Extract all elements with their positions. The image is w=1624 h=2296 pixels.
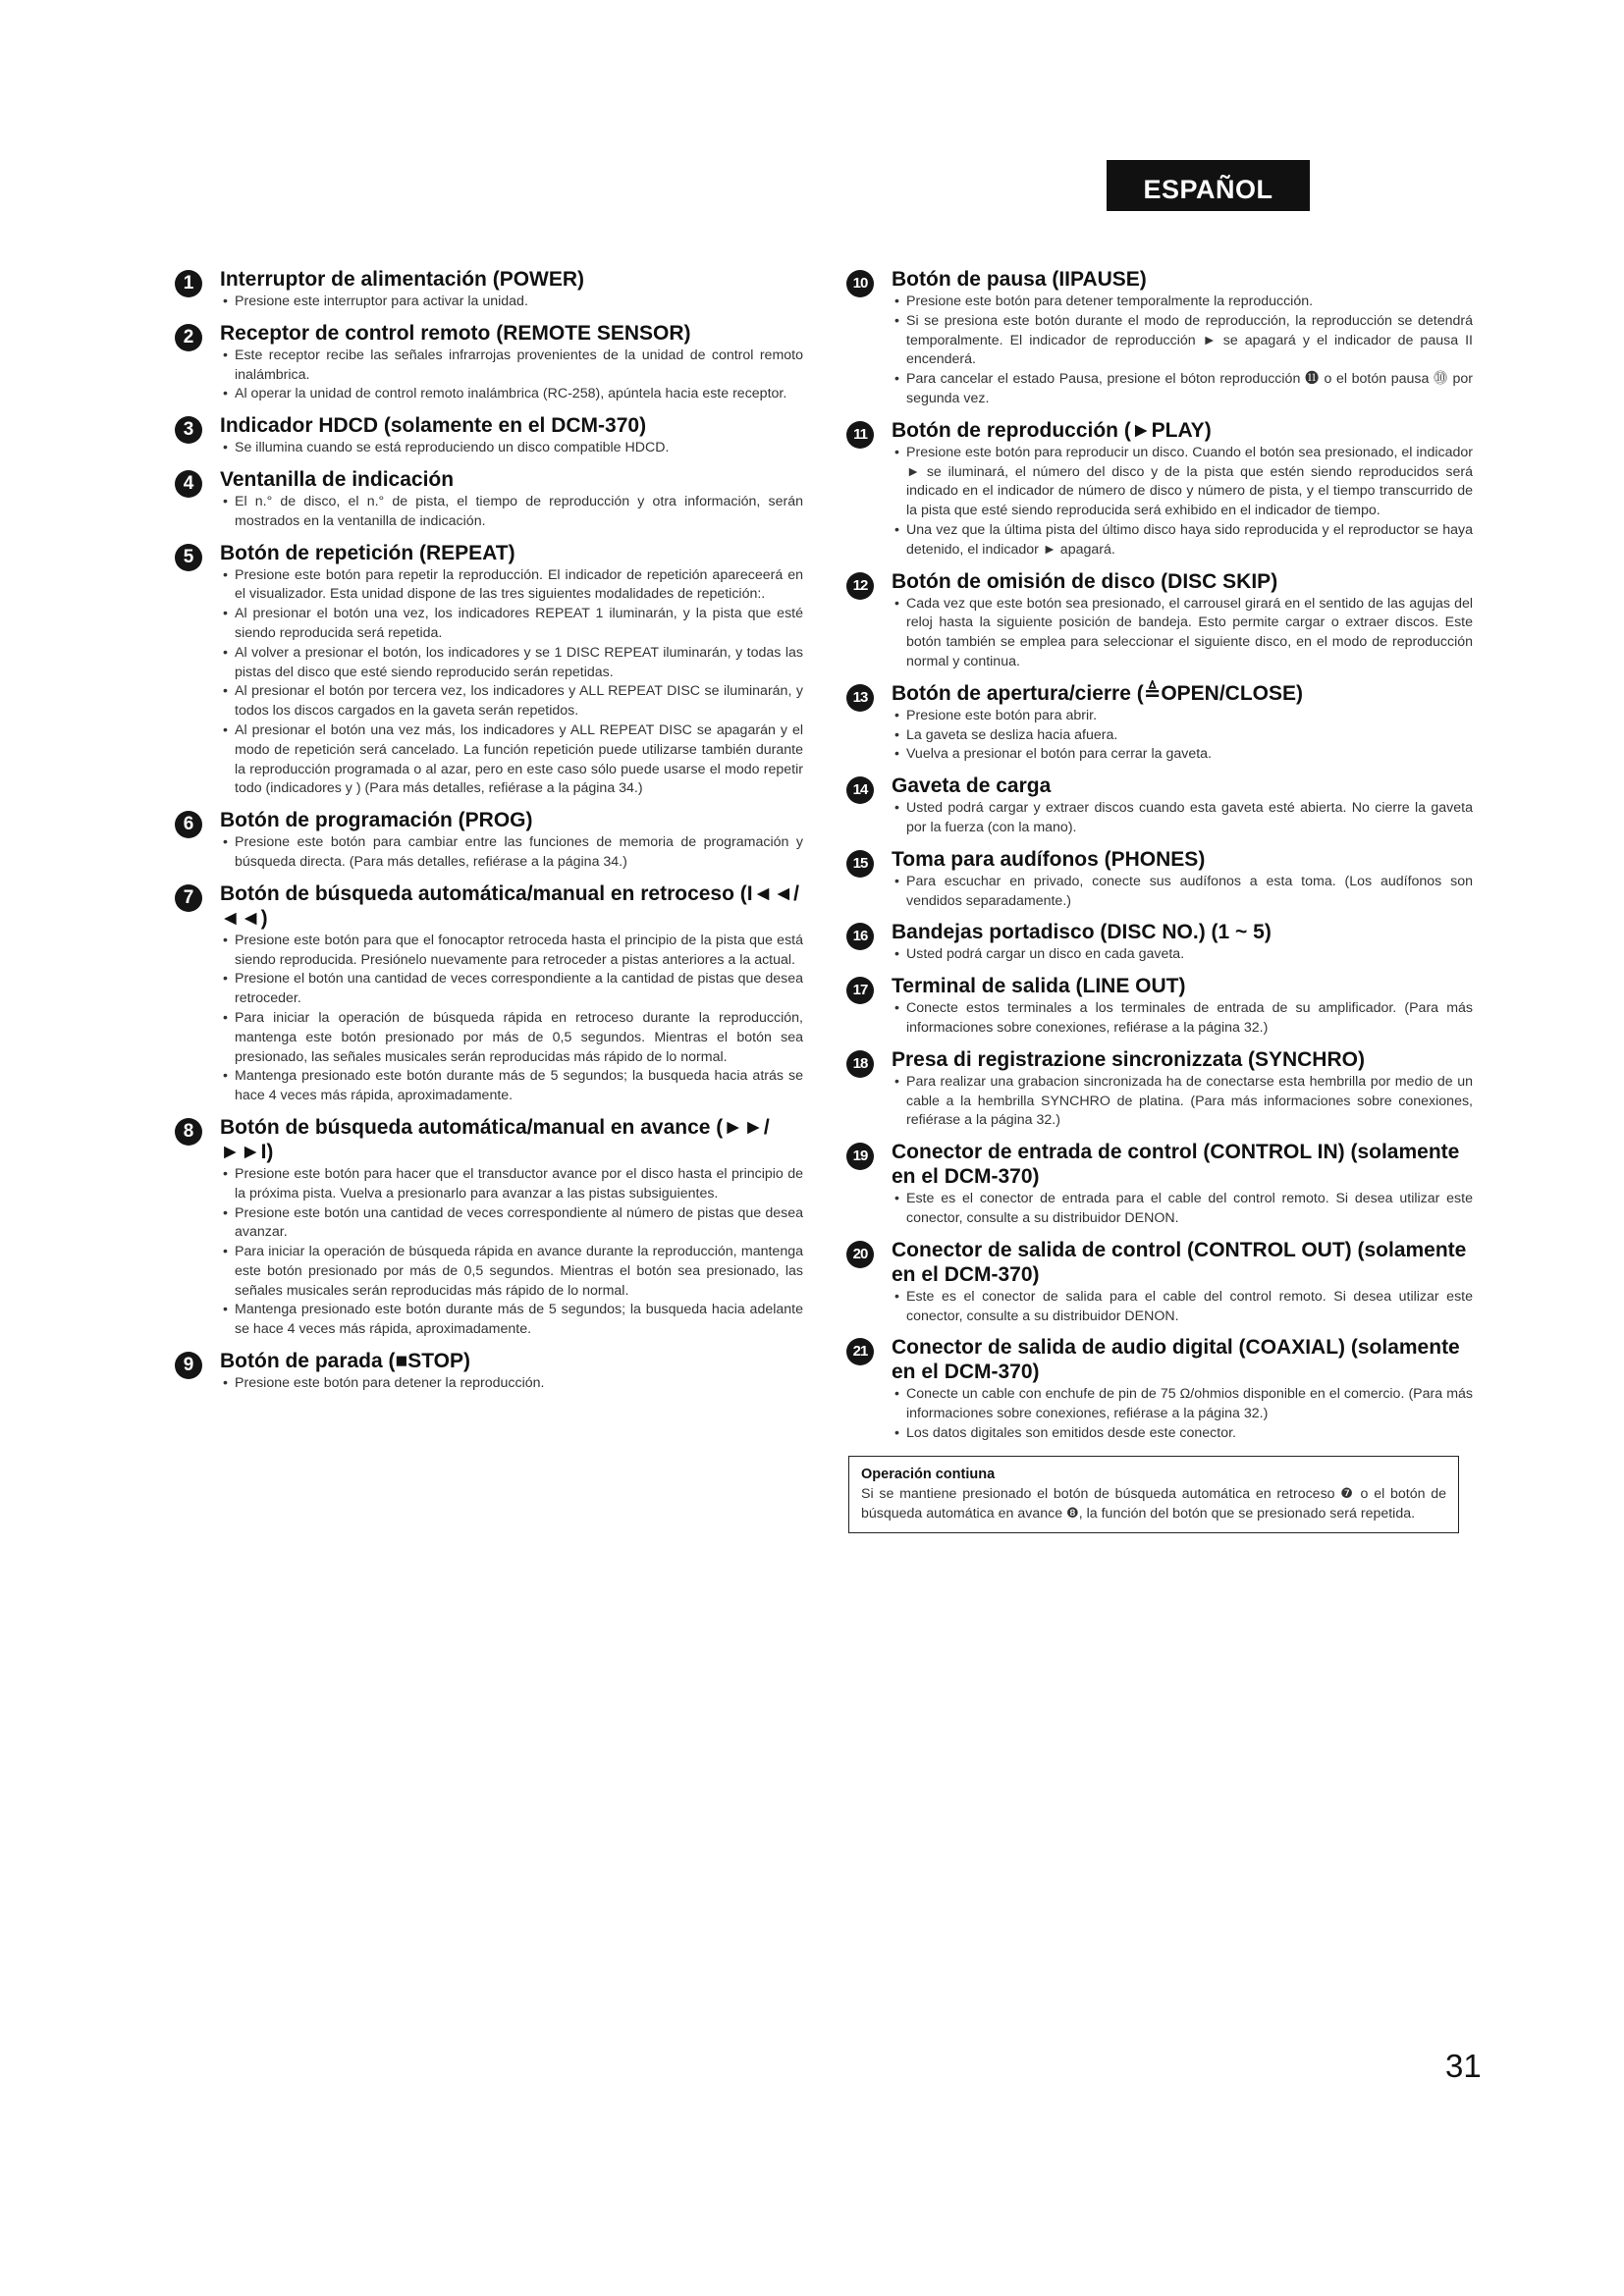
section-number-badge: 18	[846, 1050, 874, 1078]
section-6	[175, 808, 803, 873]
section-4	[175, 467, 803, 532]
section-18	[846, 1047, 1473, 1131]
section-item: • Se illumina cuando se está reproduciendo un disco compatible HDCD.	[220, 439, 803, 458]
section-title: Botón de pausa (IIPAUSE)	[892, 268, 1147, 291]
section-item: • Presione este botón una cantidad de veces correspondiente al número de pistas que desea avanzar.	[220, 1204, 803, 1244]
section-item: • Al presionar el botón una vez más, los indicadores y ALL REPEAT DISC se apagarán y el modo de repetición será cancelado. La función repetición puede utilizarse también durante la reproducción programada o al azar, pero en este caso sólo puede usarse el modo repetir todo (indicadores y ) (Para más detalles, refiérase a la página 34.)	[220, 721, 803, 799]
section-8	[175, 1115, 803, 1340]
section-number-badge: 7	[175, 884, 202, 912]
section-number-badge: 10	[846, 270, 874, 297]
section-title: Ventanilla de indicación	[220, 467, 455, 491]
section-item: • Al operar la unidad de control remoto inalámbrica (RC-258), apúntela hacia este receptor.	[220, 385, 803, 404]
note-box	[848, 1456, 1459, 1533]
section-item: • El n.° de disco, el n.° de pista, el tiempo de reproducción y otra información, serán mostrados en la ventanilla de indicación.	[220, 493, 803, 532]
section-14	[846, 774, 1473, 838]
section-item: • Este es el conector de salida para el cable del control remoto. Si desea utilizar este conector, consulte a su distribuidor DENON.	[892, 1288, 1473, 1327]
section-item: • Para iniciar la operación de búsqueda rápida en retroceso durante la reproducción, mantenga este botón presionado por más de 0,5 segundos. Mientras el botón sea presionado, las señales musicales serán reproducidas más rápido de lo normal.	[220, 1009, 803, 1067]
section-title: Botón de apertura/cierre (≜OPEN/CLOSE)	[892, 681, 1304, 705]
section-17	[846, 974, 1473, 1039]
right-sections	[846, 267, 1473, 1444]
section-title: Receptor de control remoto (REMOTE SENSOR)	[220, 321, 691, 345]
section-15	[846, 847, 1473, 912]
section-title: Botón de reproducción (►PLAY)	[892, 418, 1212, 442]
section-item: • Al presionar el botón una vez, los indicadores REPEAT 1 iluminarán, y la pista que esté siendo reproducida será repetida.	[220, 605, 803, 644]
section-number-badge: 12	[846, 572, 874, 600]
section-item: • Presione este botón para abrir.	[892, 707, 1473, 726]
section-number-badge: 16	[846, 923, 874, 950]
language-tab: ESPAÑOL	[1107, 160, 1310, 211]
section-items	[220, 493, 803, 532]
section-title: Presa di registrazione sincronizzata (SYNCHRO)	[892, 1047, 1365, 1071]
section-item: • Usted podrá cargar y extraer discos cuando esta gaveta esté abierta. No cierre la gaveta por la fuerza (con la mano).	[892, 799, 1473, 838]
section-item: • Presione este botón para hacer que el transductor avance por el disco hasta el principio de la próxima pista. Vuelva a presionarlo para avanzar a las pistas subsiguientes.	[220, 1165, 803, 1204]
section-number-badge: 13	[846, 684, 874, 712]
section-number-badge: 1	[175, 270, 202, 297]
section-title: Botón de repetición (REPEAT)	[220, 541, 515, 564]
section-title: Indicador HDCD (solamente en el DCM-370)	[220, 414, 647, 438]
section-item: • Presione este botón para reproducir un disco. Cuando el botón sea presionado, el indicador ► se iluminará, el número del disco y de la pista que estén siendo reproducidos será indicado en el indicador de número de disco y número de pista, y el tiempo transcurrido de la pista que esté siendo reproducida será exhibido en el indicador de tiempo.	[892, 444, 1473, 521]
section-number-badge: 15	[846, 850, 874, 878]
section-items	[892, 873, 1473, 912]
right-column	[846, 267, 1473, 1533]
section-2	[175, 321, 803, 404]
section-title: Conector de entrada de control (CONTROL IN) (solamente en el DCM-370)	[892, 1141, 1460, 1189]
section-item: • Presione este botón para detener temporalmente la reproducción.	[892, 293, 1473, 312]
section-items	[220, 566, 803, 800]
section-title: Interruptor de alimentación (POWER)	[220, 268, 585, 291]
section-item: • Para cancelar el estado Pausa, presione el bóton reproducción ⓫ o el botón pausa ⓾ por segunda vez.	[892, 370, 1473, 409]
section-19	[846, 1140, 1473, 1229]
section-16	[846, 920, 1473, 965]
section-items	[220, 439, 803, 458]
section-item: • Al volver a presionar el botón, los indicadores y se 1 DISC REPEAT iluminarán, y todas las pistas del disco que esté siendo reproducido serán repetidas.	[220, 644, 803, 683]
section-item: • Al presionar el botón por tercera vez, los indicadores y ALL REPEAT DISC se iluminarán, y todos los discos cargados en la gaveta serán repetidos.	[220, 682, 803, 721]
section-20	[846, 1238, 1473, 1327]
section-item: • Presione este botón para repetir la reproducción. El indicador de repetición apareceerá en el visualizador. Esta unidad dispone de las tres siguientes modalidades de repetición:.	[220, 566, 803, 606]
section-11	[846, 418, 1473, 561]
section-item: • Para iniciar la operación de búsqueda rápida en avance durante la reproducción, mantenga este botón presionado por más de 0,5 segundos. Mientras el botón sea presionado, las señales musicales serán reproducidas más rápido de lo normal.	[220, 1243, 803, 1301]
section-title: Gaveta de carga	[892, 774, 1052, 798]
section-title: Conector de salida de audio digital (COAXIAL) (solamente en el DCM-370)	[892, 1336, 1460, 1384]
section-title: Conector de salida de control (CONTROL OUT) (solamente en el DCM-370)	[892, 1238, 1467, 1286]
section-item: • Mantenga presionado este botón durante más de 5 segundos; la busqueda hacia adelante se hace 4 veces más rápida, aproximadamente.	[220, 1301, 803, 1340]
section-items	[892, 1288, 1473, 1327]
section-number-badge: 4	[175, 470, 202, 498]
section-items	[220, 932, 803, 1106]
section-item: • Presione este botón para que el fonocaptor retroceda hasta el principio de la pista que está siendo reproducida. Presiónelo nuevamente para retroceder a pistas anteriores a la actual.	[220, 932, 803, 971]
section-number-badge: 3	[175, 416, 202, 444]
section-items	[220, 1165, 803, 1340]
section-number-badge: 11	[846, 421, 874, 449]
section-items	[892, 595, 1473, 672]
section-9	[175, 1349, 803, 1394]
note-text: Si se mantiene presionado el botón de búsqueda automática en retroceso ❼ o el botón de búsqueda automática en avance ❽, la función del botón que se presionado será repetida.	[861, 1485, 1446, 1522]
section-item: • Conecte estos terminales a los terminales de entrada de su amplificador. (Para más informaciones sobre conexiones, refiérase a la página 32.)	[892, 999, 1473, 1039]
page-number: 31	[1445, 2048, 1482, 2084]
section-item: • Una vez que la última pista del último disco haya sido reproducida y el reproductor se haya detenido, el indicador ► apagará.	[892, 521, 1473, 561]
section-number-badge: 20	[846, 1241, 874, 1268]
section-items	[220, 293, 803, 312]
section-item: • Este receptor recibe las señales infrarrojas provenientes de la unidad de control remoto inalámbrica.	[220, 347, 803, 386]
section-number-badge: 2	[175, 324, 202, 351]
section-title: Botón de búsqueda automática/manual en avance (►►/►►I)	[220, 1115, 770, 1163]
section-number-badge: 21	[846, 1338, 874, 1365]
section-title: Botón de búsqueda automática/manual en retroceso (I◄◄/◄◄)	[220, 881, 799, 930]
section-title: Terminal de salida (LINE OUT)	[892, 975, 1186, 998]
section-items	[892, 1190, 1473, 1229]
section-items	[892, 293, 1473, 409]
section-item: • Este es el conector de entrada para el cable del control remoto. Si desea utilizar este conector, consulte a su distribuidor DENON.	[892, 1190, 1473, 1229]
section-items	[892, 1385, 1473, 1443]
section-item: • Presione este interruptor para activar la unidad.	[220, 293, 803, 312]
section-number-badge: 5	[175, 544, 202, 571]
section-10	[846, 267, 1473, 409]
section-12	[846, 569, 1473, 672]
section-number-badge: 6	[175, 811, 202, 838]
section-items	[892, 707, 1473, 765]
section-3	[175, 413, 803, 458]
section-items	[892, 999, 1473, 1039]
section-title: Bandejas portadisco (DISC NO.) (1 ~ 5)	[892, 921, 1272, 944]
section-items	[220, 1374, 803, 1394]
section-number-badge: 9	[175, 1352, 202, 1379]
section-items	[892, 945, 1473, 965]
section-1	[175, 267, 803, 312]
section-items	[892, 444, 1473, 561]
section-item: • Presione este botón para detener la reproducción.	[220, 1374, 803, 1394]
section-items	[220, 833, 803, 873]
note-title: Operación contiuna	[861, 1466, 996, 1482]
left-column	[175, 267, 803, 1403]
section-title: Botón de omisión de disco (DISC SKIP)	[892, 569, 1278, 593]
section-21	[846, 1335, 1473, 1443]
section-item: • Presione el botón una cantidad de veces correspondiente a la cantidad de pistas que desea retroceder.	[220, 970, 803, 1009]
section-items	[892, 799, 1473, 838]
section-item: • Presione este botón para cambiar entre las funciones de memoria de programación y búsqueda directa. (Para más detalles, refiérase a la página 34.)	[220, 833, 803, 873]
section-title: Botón de parada (■STOP)	[220, 1350, 470, 1373]
section-title: Toma para audífonos (PHONES)	[892, 847, 1206, 871]
section-item: • La gaveta se desliza hacia afuera.	[892, 726, 1473, 746]
section-item: • Conecte un cable con enchufe de pin de 75 Ω/ohmios disponible en el comercio. (Para más informaciones sobre conexiones, refiérase a la página 32.)	[892, 1385, 1473, 1424]
section-item: • Usted podrá cargar un disco en cada gaveta.	[892, 945, 1473, 965]
section-number-badge: 14	[846, 776, 874, 804]
section-5	[175, 541, 803, 800]
section-item: • Para escuchar en privado, conecte sus audífonos a esta toma. (Los audífonos son vendidos separadamente.)	[892, 873, 1473, 912]
section-items	[892, 1073, 1473, 1131]
section-item: • Para realizar una grabacion sincronizada ha de conectarse esta hembrilla por medio de un cable a la hembrilla SYNCHRO de platina. (Para más informaciones sobre conexiones, refiérase a la página 32.)	[892, 1073, 1473, 1131]
section-13	[846, 681, 1473, 765]
section-items	[220, 347, 803, 404]
section-item: • Vuelva a presionar el botón para cerrar la gaveta.	[892, 745, 1473, 765]
section-number-badge: 17	[846, 977, 874, 1004]
section-7	[175, 881, 803, 1106]
section-item: • Los datos digitales son emitidos desde este conector.	[892, 1424, 1473, 1444]
section-number-badge: 8	[175, 1118, 202, 1146]
section-item: • Si se presiona este botón durante el modo de reproducción, la reproducción se detendrá temporalmente. El indicador de reproducción ► se apagará y el indicador de pausa II encenderá.	[892, 312, 1473, 370]
section-title: Botón de programación (PROG)	[220, 809, 533, 832]
section-item: • Mantenga presionado este botón durante más de 5 segundos; la busqueda hacia atrás se hace 4 veces más rápida, aproximadamente.	[220, 1067, 803, 1106]
section-number-badge: 19	[846, 1143, 874, 1170]
section-item: • Cada vez que este botón sea presionado, el carrousel girará en el sentido de las agujas del reloj hasta la siguiente posición de bandeja. Esto permite cargar o extraer discos. Este botón también se emplea para seleccionar el siguiente disco, en el modo de reproducción normal y continua.	[892, 595, 1473, 672]
